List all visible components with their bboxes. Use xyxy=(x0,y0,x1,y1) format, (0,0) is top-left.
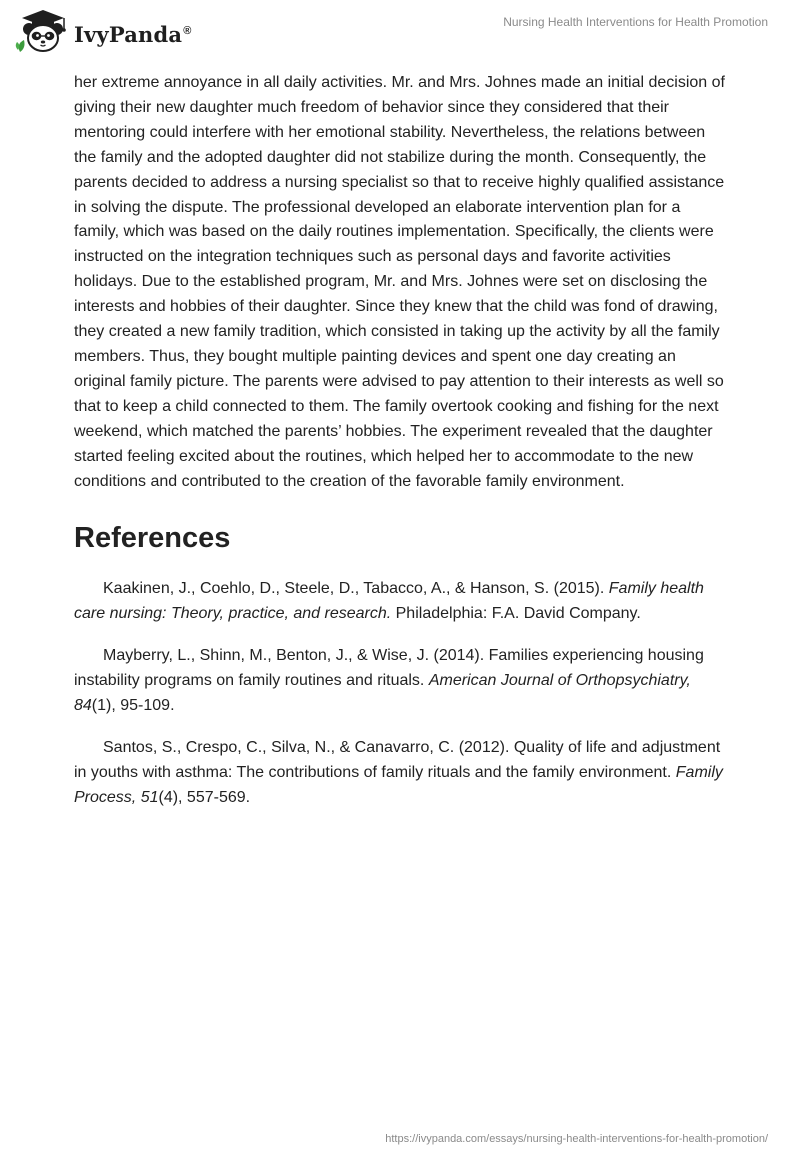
running-title: Nursing Health Interventions for Health Promotion xyxy=(503,15,768,29)
source-url[interactable]: https://ivypanda.com/essays/nursing-health-interventions-for-health-promotion/ xyxy=(385,1133,768,1145)
reference-item: Kaakinen, J., Coehlo, D., Steele, D., Tabacco, A., & Hanson, S. (2015). Family health care nursing: Theory, practice, and research. Philadelphia: F.A. David Company. xyxy=(74,580,704,623)
references-heading: References xyxy=(74,522,231,555)
body-paragraph: her extreme annoyance in all daily activities. Mr. and Mrs. Johnes made an initial decision of giving their new daughter much freedom of behavior since they considered that their mentoring could interfere with her emotional stability. Nevertheless, the relations between the family and the adopted daughter did not stabilize during the month. Consequently, the parents decided to address a nursing specialist so that to receive highly qualified assistance in solving the dispute. The professional developed an elaborate intervention plan for a family, which was based on the daily routines implementation. Specifically, the clients were instructed on the integration techniques such as personal days and favorite activities holidays. Due to the established program, Mr. and Mrs. Johnes were set on disclosing the interests and hobbies of their daughter. Since they knew that the child was fond of drawing, they created a new family tradition, which consisted in taking up the activity by all the family members. Thus, they bought multiple painting devices and spent one day creating an original family picture. The parents were advised to pay attention to their interests as well so that to keep a child connected to them. The family overtook cooking and fishing for the next weekend, which matched the parents’ hobbies. The experiment revealed that the daughter started feeling excited about the routines, which helped her to accommodate to the new conditions and contributed to the creation of the favorable family environment. xyxy=(74,74,725,490)
panda-graduate-icon xyxy=(14,8,72,54)
reference-item: Santos, S., Crespo, C., Silva, N., & Canavarro, C. (2012). Quality of life and adjustment in youths with asthma: The contributions of family rituals and the family environment. Family Process, 51(4), 557-569. xyxy=(74,738,723,806)
references-list xyxy=(74,577,728,810)
page-header xyxy=(0,0,800,64)
ivypanda-logo[interactable] xyxy=(14,8,192,54)
document-content xyxy=(74,71,728,828)
logo-wordmark: IvyPanda® xyxy=(74,21,192,47)
reference-item: Mayberry, L., Shinn, M., Benton, J., & Wise, J. (2014). Families experiencing housing instability programs on family routines and rituals. American Journal of Orthopsychiatry, 84(1), 95-109. xyxy=(74,647,704,715)
registered-mark: ® xyxy=(183,24,192,37)
